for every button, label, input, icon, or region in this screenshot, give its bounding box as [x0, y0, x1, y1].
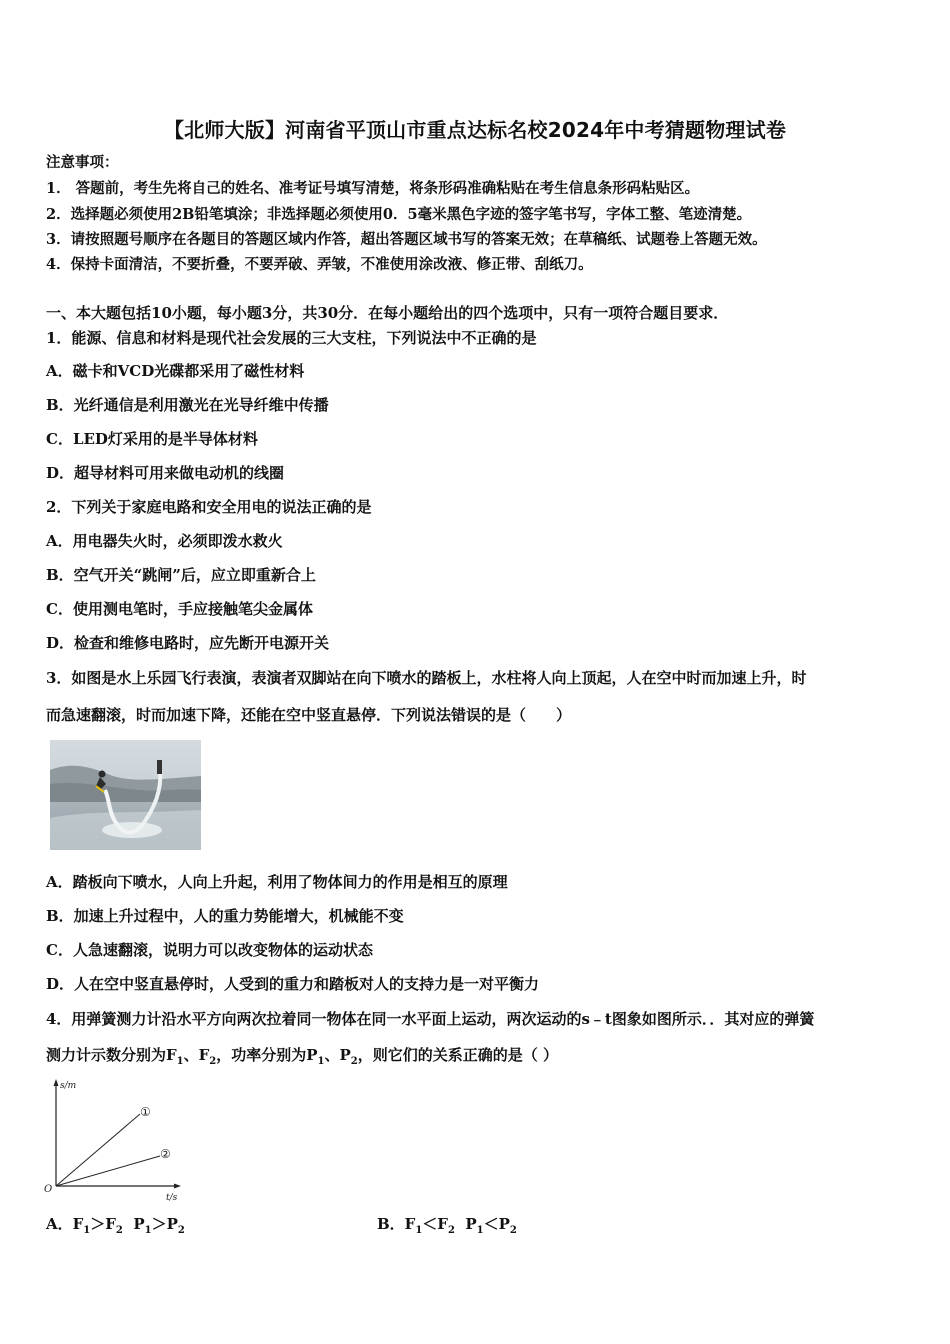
q3-option-a: A．踏板向下喷水，人向上升起，利用了物体间力的作用是相互的原理 — [46, 873, 508, 891]
q3-stem-line2: 而急速翻滚，时而加速下降，还能在空中竖直悬停．下列说法错误的是（ ） — [46, 706, 572, 724]
graph-x-label: t/s — [166, 1193, 178, 1202]
q1-option-c: C．LED灯采用的是半导体材料 — [46, 430, 258, 448]
graph-x-arrow — [174, 1184, 181, 1189]
q2-option-d: D．检查和维修电路时，应先断开电源开关 — [46, 634, 330, 652]
q2-stem: 2．下列关于家庭电路和安全用电的说法正确的是 — [46, 498, 372, 516]
q4-stem-line2: 测力计示数分别为$F_1$、$F_2$，功率分别为$P_1$、$P_2$，则它们的关系正确的是（ ） — [46, 1046, 558, 1067]
q3-stem-line1: 3．如图是水上乐园飞行表演，表演者双脚站在向下喷水的踏板上，水柱将人向上顶起，人在空中时而加速上升，时 — [46, 669, 807, 687]
graph-origin-label: O — [44, 1184, 53, 1195]
graph-y-arrow — [54, 1079, 59, 1086]
graph-line-1-label: ① — [140, 1105, 151, 1119]
q3-option-d: D．人在空中竖直悬停时，人受到的重力和踏板对人的支持力是一对平衡力 — [46, 975, 540, 993]
notice-item-1: 1． 答题前，考生先将自己的姓名、准考证号填写清楚，将条形码准确粘贴在考生信息条形码粘贴区。 — [46, 180, 700, 197]
s-t-graph — [40, 1076, 190, 1202]
q4-option-b: B．$F_1<F_2$ $P_1<P_2$ — [377, 1215, 517, 1236]
q3-option-c: C．人急速翻滚，说明力可以改变物体的运动状态 — [46, 941, 373, 959]
section-heading: 一、本大题包括10小题，每小题3分，共30分．在每小题给出的四个选项中，只有一项符合题目要求． — [46, 304, 729, 322]
graph-line-2 — [56, 1156, 160, 1186]
flyboard-photo — [50, 740, 201, 850]
notice-item-2: 2．选择题必须使用2B铅笔填涂；非选择题必须使用0．5毫米黑色字迹的签字笔书写，字体工整、笔迹清楚。 — [46, 206, 752, 223]
q2-option-c: C．使用测电笔时，手应接触笔尖金属体 — [46, 600, 313, 618]
q2-option-a: A．用电器失火时，必须即泼水救火 — [46, 532, 283, 550]
notice-heading: 注意事项： — [46, 154, 119, 171]
flyboard-photo-illustration — [50, 740, 201, 850]
graph-line-2-label: ② — [160, 1147, 171, 1161]
q1-option-b: B．光纤通信是利用激光在光导纤维中传播 — [46, 396, 329, 414]
q1-stem: 1．能源、信息和材料是现代社会发展的三大支柱，下列说法中不正确的是 — [46, 329, 537, 347]
notice-item-3: 3．请按照题号顺序在各题目的答题区域内作答，超出答题区域书写的答案无效；在草稿纸、试题卷上答题无效。 — [46, 231, 767, 248]
graph-line-1 — [56, 1114, 140, 1186]
page-title: 【北师大版】河南省平顶山市重点达标名校2024年中考猜题物理试卷 — [163, 118, 787, 142]
q4-stem-line1: 4．用弹簧测力计沿水平方向两次拉着同一物体在同一水平面上运动，两次运动的s﹣t图象如图所示．．其对应的弹簧 — [46, 1010, 815, 1028]
q1-option-d: D．超导材料可用来做电动机的线圈 — [46, 464, 285, 482]
s-t-graph-svg — [40, 1076, 190, 1202]
q4-option-a: A．$F_1>F_2$ $P_1>P_2$ — [46, 1215, 185, 1236]
graph-y-label: s/m — [60, 1081, 77, 1091]
q3-option-b: B．加速上升过程中，人的重力势能增大，机械能不变 — [46, 907, 404, 925]
notice-item-4: 4．保持卡面清洁，不要折叠，不要弄破、弄皱，不准使用涂改液、修正带、刮纸刀。 — [46, 256, 593, 273]
q1-option-a: A．磁卡和VCD光碟都采用了磁性材料 — [46, 362, 305, 380]
q2-option-b: B．空气开关“跳闸”后，应立即重新合上 — [46, 566, 316, 584]
